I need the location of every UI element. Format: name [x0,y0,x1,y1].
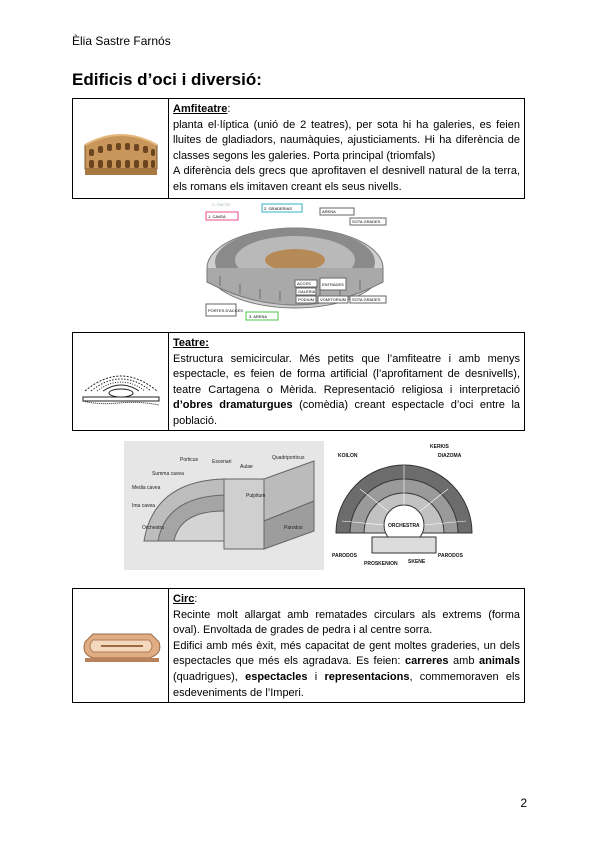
amfiteatre-description-2: A diferència dels grecs que aprofitaven el desnivell natural de la terra, els romans els imitaven creant els seus nivells. [173,165,520,193]
label-proskenion: PROSKENION [364,561,398,567]
label-quadriporticus: Quadriporticus [272,455,305,461]
label-sota-grades: SOTA GRADES [352,297,381,302]
label-cavea: 1. CAVEA [208,214,226,219]
circ-image-cell [73,589,169,702]
theatre-sketch-icon [79,357,163,407]
roman-theatre-illustration [124,441,324,570]
teatre-image-cell [73,333,169,430]
label-arena: 3. ARENA [249,314,268,319]
teatre-box [72,332,525,431]
label-parodos-2: PARODOS [438,553,463,559]
label-skene: SKENE [408,559,426,565]
amfiteatre-text [169,99,524,198]
page-author: Èlia Sastre Farnós [72,34,171,48]
label-parodos-1: PARODOS [332,553,357,559]
label-facto: C. FACTO [212,202,231,207]
label-kerkis: KERKIS [430,444,449,450]
colosseum-icon [81,119,161,179]
circ-box [72,588,525,703]
amfiteatre-name: Amfiteatre [173,103,228,115]
label-media-cavea: Media cavea [132,485,161,491]
circ-name-suffix: : [194,593,198,605]
circ-description-2: Edifici amb més èxit, més capacitat de gent moltes graderies, un dels espectacles que més els agradava. Es feien: carreres amb animals (quadrigues), espectacles i representacions, commemoraven els esdeveniments de l’Imperi. [173,639,520,699]
label-arena-top: ARENA [322,209,336,214]
circ-description-1: Recinte molt allargat amb rematades circulars als extrems (forma oval). Envoltada de grades de pedra i al centre sorra. [173,608,520,637]
label-graderias: 2. GRADERIAS [264,206,293,211]
amfiteatre-box [72,98,525,199]
teatre-name: Teatre: [173,337,209,349]
label-porticus: Porticus [180,457,199,463]
label-pulpitum: Pulpitum [246,493,266,499]
amfiteatre-name-suffix: : [227,103,231,115]
section-title: Edificis d’oci i diversió: [72,70,262,89]
label-portes: PORTES D'ACCES [208,308,243,313]
teatre-text [169,333,524,430]
circ-text [169,589,524,702]
circus-icon [79,624,163,668]
label-summa-cavea: Summa cavea [152,471,184,477]
label-escenari: Escenari [212,459,232,465]
amphitheatre-diagram [200,200,398,324]
label-sota-grades-top: SOTA GRADES [352,219,381,224]
label-aulae: Aulae [240,464,253,470]
greek-theatre-plan [330,441,478,570]
label-entrades: ENTRADES [322,282,344,287]
amfiteatre-image-cell [73,99,169,198]
label-vomitorium: VOMITORIUM [320,297,346,302]
label-diazoma: DIAZOMA [438,453,462,459]
circ-name: Circ [173,593,195,605]
amfiteatre-description-1: planta el·líptica (unió de 2 teatres), per sota hi ha galeries, es feien lluites de gladiadors, naumàquies, ajusticiaments. Hi ha diferència de classes segons les galeries. Porta principal (triomfals) [173,118,520,162]
label-acces: ACCES [297,281,311,286]
label-orchestra-greek: ORCHESTRA [388,523,420,529]
label-parodos-left: Parodos [284,525,303,531]
teatre-description: Estructura semicircular. Més petits que l’amfiteatre i amb menys espectacle, es feien de forma artificial (l’aprofitament de desnivells), teatre Cartagena o Mèrida. Representació religiosa i interpretació d’obres dramaturgues (comèdia) creant espectacle d’oci entre la població. [173,352,520,427]
label-galeria: GALERIA [298,289,316,294]
label-koilon: KOILON [338,453,358,459]
label-ima-cavea: Ima cavea [132,503,156,509]
label-orchestra: Orchestra [142,525,164,531]
label-podium: PODIUM [298,297,314,302]
page-number: 2 [520,796,527,810]
